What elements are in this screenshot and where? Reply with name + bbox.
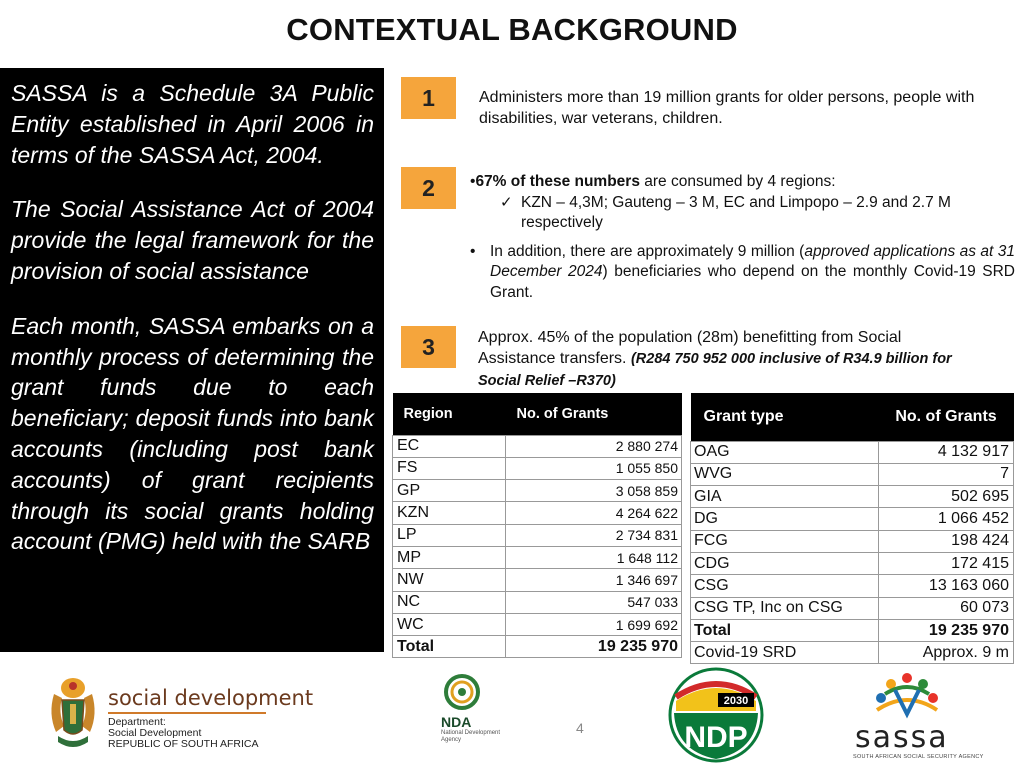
region-count-cell: 2 880 274 (506, 435, 682, 457)
point-2-italic: approved applications as at 31 December 2024 (490, 242, 1015, 280)
table-row (393, 546, 682, 568)
region-count-cell: 1 055 850 (506, 457, 682, 479)
grant-type-cell: CSG (691, 575, 879, 597)
point-2-subitem-text: KZN – 4,3M; Gauteng – 3 M, EC and Limpopo – 2.9 and 2.7 M respectively (521, 193, 951, 231)
grant-type-cell: CSG TP, Inc on CSG (691, 597, 879, 619)
table-row (393, 480, 682, 502)
point-3-bold-italic: (R284 750 952 000 inclusive of R34.9 billion for Social Relief –R370) (478, 351, 952, 389)
table-row (691, 508, 1014, 530)
sd-title: social development (108, 686, 314, 710)
total-label: Total (393, 636, 506, 658)
coat-of-arms-icon (44, 674, 102, 752)
region-count-cell: 1 699 692 (506, 613, 682, 635)
region-count-cell: 3 058 859 (506, 480, 682, 502)
grant-total-row (691, 619, 1014, 641)
region-total-row (393, 636, 682, 658)
region-cell: GP (393, 480, 506, 502)
region-count-cell: 2 734 831 (506, 524, 682, 546)
srd-label: Covid-19 SRD (691, 642, 879, 664)
point-2-text (470, 172, 1015, 303)
point-2-bullet-2: • In addition, there are approximately 9 million (approved applications as at 31 December 2024) beneficiaries who depend on the monthly Covid-19 SRD Grant. (470, 242, 1015, 301)
point-number-1: 1 (401, 77, 456, 119)
region-grants-header: No. of Grants (506, 393, 682, 435)
point-1-text: Administers more than 19 million grants for older persons, people with disabilities, war veterans, children. (479, 89, 975, 127)
region-cell: EC (393, 435, 506, 457)
nda-subtitle: National Development Agency (441, 730, 501, 743)
grant-type-table (690, 393, 1014, 664)
page-title: CONTEXTUAL BACKGROUND (286, 12, 738, 47)
table-row (691, 597, 1014, 619)
panel-paragraph-1: SASSA is a Schedule 3A Public Entity established in April 2006 in terms of the SASSA Act, 2004. (11, 80, 374, 168)
sassa-wordmark: sassa (855, 720, 949, 755)
grant-type-cell: WVG (691, 463, 879, 485)
table-row (393, 591, 682, 613)
sd-line-3: REPUBLIC OF SOUTH AFRICA (108, 738, 259, 750)
table-row (691, 463, 1014, 485)
page-number: 4 (576, 720, 584, 736)
context-panel (0, 68, 384, 652)
grant-count-cell: 502 695 (879, 486, 1014, 508)
point-3-text: Approx. 45% of the population (28m) benefitting from Social Assistance transfers. (R284 750 952 000 inclusive of R34.9 billion for Social Relief –R370) (478, 329, 952, 389)
grant-type-cell: CDG (691, 552, 879, 574)
table-row (691, 486, 1014, 508)
point-2-bold: 67% of these numbers (475, 173, 640, 190)
region-count-cell: 1 648 112 (506, 546, 682, 568)
footer (0, 662, 1024, 768)
region-cell: KZN (393, 502, 506, 524)
point-2-rest: are consumed by 4 regions: (639, 173, 836, 190)
region-table (392, 393, 682, 658)
sassa-subtitle: SOUTH AFRICAN SOCIAL SECURITY AGENCY (853, 754, 984, 760)
region-count-cell: 1 346 697 (506, 569, 682, 591)
srd-row (691, 642, 1014, 664)
grant-count-cell: 13 163 060 (879, 575, 1014, 597)
social-development-logo (108, 686, 313, 750)
grant-type-cell: FCG (691, 530, 879, 552)
region-cell: LP (393, 524, 506, 546)
region-cell: MP (393, 546, 506, 568)
grant-count-cell: 198 424 (879, 530, 1014, 552)
grant-count-cell: 60 073 (879, 597, 1014, 619)
bullet-dot: • (470, 242, 476, 260)
panel-paragraph-3: Each month, SASSA embarks on a monthly process of determining the grant funds due to each beneficiary; deposit funds into bank accounts (including post bank accounts) of grant recipients through its social grants holding account (PMG) held with the SARB (11, 312, 374, 555)
panel-paragraph-2: The Social Assistance Act of 2004 provide the legal framework for the provision of social assistance (11, 196, 374, 284)
grant-count-cell: 7 (879, 463, 1014, 485)
table-row (393, 569, 682, 591)
region-cell: NW (393, 569, 506, 591)
table-row (393, 524, 682, 546)
point-number-2: 2 (401, 167, 456, 209)
table-row (691, 441, 1014, 463)
table-row (393, 502, 682, 524)
region-cell: WC (393, 613, 506, 635)
grant-type-cell: OAG (691, 441, 879, 463)
checkmark-icon: ✓ (500, 193, 513, 211)
total-value: 19 235 970 (506, 636, 682, 658)
total-label: Total (691, 619, 879, 641)
table-row (691, 552, 1014, 574)
grant-type-cell: GIA (691, 486, 879, 508)
sd-line-1: Department: (108, 716, 166, 728)
point-number-3: 3 (401, 326, 456, 368)
grant-type-header: Grant type (691, 393, 879, 441)
total-value: 19 235 970 (879, 619, 1014, 641)
nda-title: NDA (441, 714, 472, 730)
point-2-subitem (470, 193, 1015, 234)
ndp-2030-logo-icon (668, 667, 764, 763)
region-count-cell: 4 264 622 (506, 502, 682, 524)
table-row (393, 457, 682, 479)
region-header: Region (393, 393, 506, 435)
grant-count-cell: 4 132 917 (879, 441, 1014, 463)
grant-count-header: No. of Grants (879, 393, 1014, 441)
table-row (691, 575, 1014, 597)
region-count-cell: 547 033 (506, 591, 682, 613)
grant-type-cell: DG (691, 508, 879, 530)
region-cell: NC (393, 591, 506, 613)
table-row (393, 613, 682, 635)
srd-value: Approx. 9 m (879, 642, 1014, 664)
table-row (691, 530, 1014, 552)
point-2-bullet: •67% of these numbers are consumed by 4 regions: (470, 173, 836, 190)
region-cell: FS (393, 457, 506, 479)
grant-count-cell: 1 066 452 (879, 508, 1014, 530)
ndp-text: NDP (684, 721, 748, 754)
sd-line-2: Social Development (108, 727, 202, 739)
ndp-year: 2030 (723, 695, 749, 707)
sd-divider (108, 712, 266, 714)
grant-count-cell: 172 415 (879, 552, 1014, 574)
table-row (393, 435, 682, 457)
